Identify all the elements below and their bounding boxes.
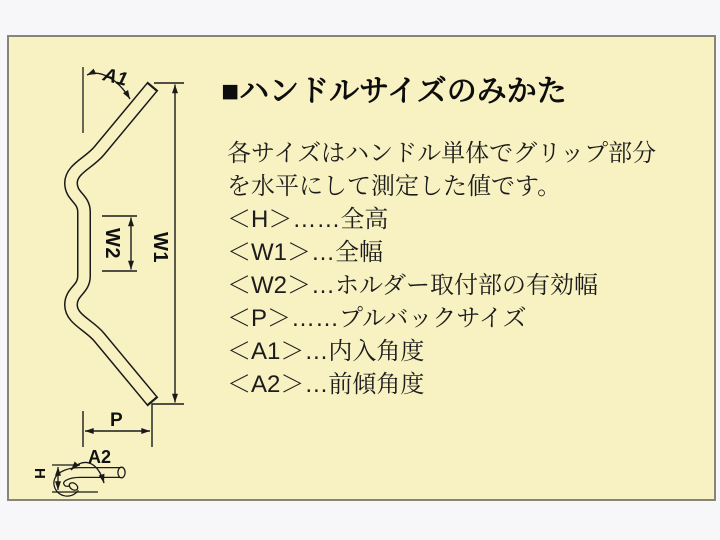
w1-dimension bbox=[152, 83, 184, 447]
legend-item-h: ＜H＞……全高 bbox=[227, 206, 389, 233]
p-label: P bbox=[110, 410, 123, 431]
description-line: 各サイズはハンドル単体でグリップ部分 bbox=[227, 140, 657, 167]
legend-item-a2: ＜A2＞…前傾角度 bbox=[227, 371, 425, 398]
side-tube-fill bbox=[59, 473, 121, 492]
side-tube-end-cap bbox=[118, 467, 125, 478]
legend-item-a1: ＜A1＞…内入角度 bbox=[227, 338, 425, 365]
legend-item-w1: ＜W1＞…全幅 bbox=[227, 239, 383, 266]
a1-label: A1 bbox=[100, 64, 130, 91]
w2-label: W2 bbox=[101, 228, 123, 259]
w1-bottom-tick bbox=[152, 404, 184, 447]
h-label: H bbox=[31, 468, 48, 479]
legend-item-p: ＜P＞……プルバックサイズ bbox=[227, 305, 527, 332]
a2-label: A2 bbox=[88, 447, 112, 467]
size-legend bbox=[227, 137, 656, 401]
page-title: ■ハンドルサイズのみかた bbox=[221, 75, 567, 108]
description-line: を水平にして測定した値です。 bbox=[227, 173, 562, 200]
legend-item-w2: ＜W2＞…ホルダー取付部の有効幅 bbox=[227, 272, 599, 299]
w1-label: W1 bbox=[149, 232, 171, 263]
